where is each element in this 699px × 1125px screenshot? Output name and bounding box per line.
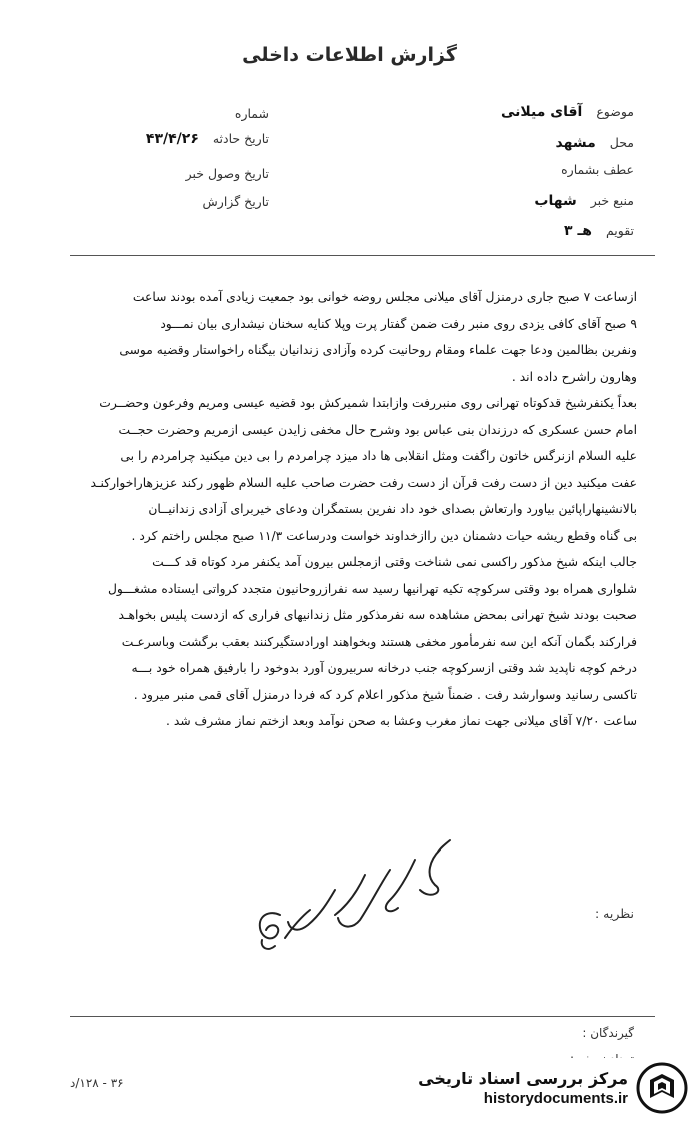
- archive-logo: [413, 1058, 688, 1118]
- source-field: [534, 193, 634, 209]
- place-field: [556, 135, 634, 151]
- body-line: بعداً یکنفرشیخ قدکوتاه تهرانی روی منبررفت وازابتدا شمیرکش بود قضیه عیسی ومریم وفرعون وحضــرت: [99, 396, 637, 410]
- footer-divider: [70, 1016, 655, 1017]
- date-event-label: تاریخ حادثه: [212, 131, 269, 146]
- date-report-field: [203, 194, 269, 209]
- body-line: ساعت ۷/۲۰ آقای میلانی جهت نماز مغرب وعشا به صحن نوآمد وبعد ازختم نماز مشرف شد .: [166, 714, 637, 728]
- logo-en-text: historydocuments.ir: [483, 1090, 628, 1107]
- body-line: تاکسی رسانید وسوارشد رفت . ضمناً شیخ مذکور اعلام کرد که فردا درمنزل آقای قمی منبر میرود .: [133, 687, 637, 702]
- number-field: [235, 106, 269, 121]
- body-line: ۹ صبح آقای کافی یزدی روی منبر رفت ضمن گفتار پرت وپلا کنایه سخنان نیشداری بیان نمـــود: [160, 316, 637, 331]
- body-line: بی گناه وقطع ریشه حیات دشمنان دین راازخداوند خواست ودرساعت ۱۱/۳ صبح مجلس راختم کرد .: [131, 528, 637, 543]
- date-received-label: تاریخ وصول خبر: [185, 166, 269, 181]
- date-report-label: تاریخ گزارش: [202, 194, 269, 209]
- body-line: جالب اینکه شیخ مذکور راکسی نمی شناخت وقتی ازمجلس بیرون آمد یکنفر مرد کوتاه قد کـــت: [152, 555, 637, 569]
- date-event-value: ۴۳/۴/۲۶: [145, 131, 199, 147]
- body-line: درخم کوچه ناپدید شد وقتی ازسرکوچه جنب درخانه سربیرون آورد بدوخود را بارفیق همراه خود بـــه: [131, 661, 637, 675]
- header-divider: [70, 255, 655, 256]
- body-line: فرارکند بگمان آنکه این سه نفرمأمور مخفی هستند وبخواهند اورادستگیرکنند بعقب برگشت وباسرعـت: [121, 634, 637, 649]
- body-line: ونفرین بظالمین ودعا جهت علماء ومقام روحانیت کرده وآزادی زندانیان بیگناه راخواستار وقضیه موسی: [119, 343, 637, 357]
- body-line: ازساعت ۷ صبح جاری درمنزل آقای میلانی مجلس روضه خوانی بود جمعیت زیادی آمده بودند ساعت: [132, 290, 637, 304]
- body-line: صحبت بودند شیخ تهرانی بمحض مشاهده سه نفرمذکور مثل زندانیهای فراری که ازدست پلیس بخواهـد: [118, 608, 637, 622]
- evaluation-label: تقویم: [605, 223, 634, 238]
- body-line: عفت میکنید دین از دست رفت قرآن از دست رفت حضرت صاحب علیه السلام ظهور رکند عزیزهاراخوارکنـد: [90, 475, 637, 490]
- subject-value: آقای میلانی: [500, 104, 583, 120]
- date-received-field: [186, 166, 269, 181]
- date-event-field: [146, 131, 269, 147]
- body-line: وهارون راشرح داده اند .: [511, 369, 637, 384]
- handwritten-signature: [240, 830, 480, 960]
- recipients-label: گیرندگان :: [582, 1026, 634, 1040]
- ref-field: [561, 162, 634, 177]
- source-label: منبع خبر: [590, 193, 634, 208]
- subject-label: موضوع: [596, 104, 634, 119]
- comment-label: نظریه :: [595, 906, 634, 921]
- report-body: [52, 284, 637, 735]
- evaluation-field: [564, 223, 634, 239]
- body-line: علیه السلام ازنرگس خاتون راگفت ومثل انقلابی ها داد میزد چرامردم را بی دین میکنید چرامردم را بی: [120, 449, 637, 463]
- evaluation-value: هـ ۳: [564, 223, 592, 239]
- number-label: شماره: [234, 106, 269, 121]
- body-line: امام حسن عسکری که درزندان بنی عباس بود وشرح حال مخفی زایدن عیسی ازمریم وحضرت حجــت: [118, 422, 637, 437]
- report-title: گزارش اطلاعات داخلی: [242, 44, 457, 66]
- subject-field: [501, 104, 634, 120]
- place-value: مشهد: [555, 135, 596, 151]
- archive-emblem-icon: [636, 1062, 688, 1114]
- body-line: شلواری همراه بود وقتی سرکوچه تکیه تهرانیها رسید سه نفرازروحانیون متجدد کرواتی ایستاده مشغـــول: [107, 581, 637, 596]
- body-line: بالانشینهاراپائین بیاورد وارتعاش بصدای خود داد نفرین بستمگران ودعای خیربرای آزادی زندانیــان: [148, 502, 637, 516]
- logo-fa-text: مرکز بررسی اسناد تاریخی: [418, 1069, 628, 1088]
- place-label: محل: [609, 135, 634, 150]
- form-code: ۳۶ - ۱۲۸/د: [70, 1076, 124, 1090]
- ref-label: عطف بشماره: [561, 162, 634, 177]
- logo-text: [418, 1069, 628, 1107]
- source-value: شهاب: [534, 193, 577, 209]
